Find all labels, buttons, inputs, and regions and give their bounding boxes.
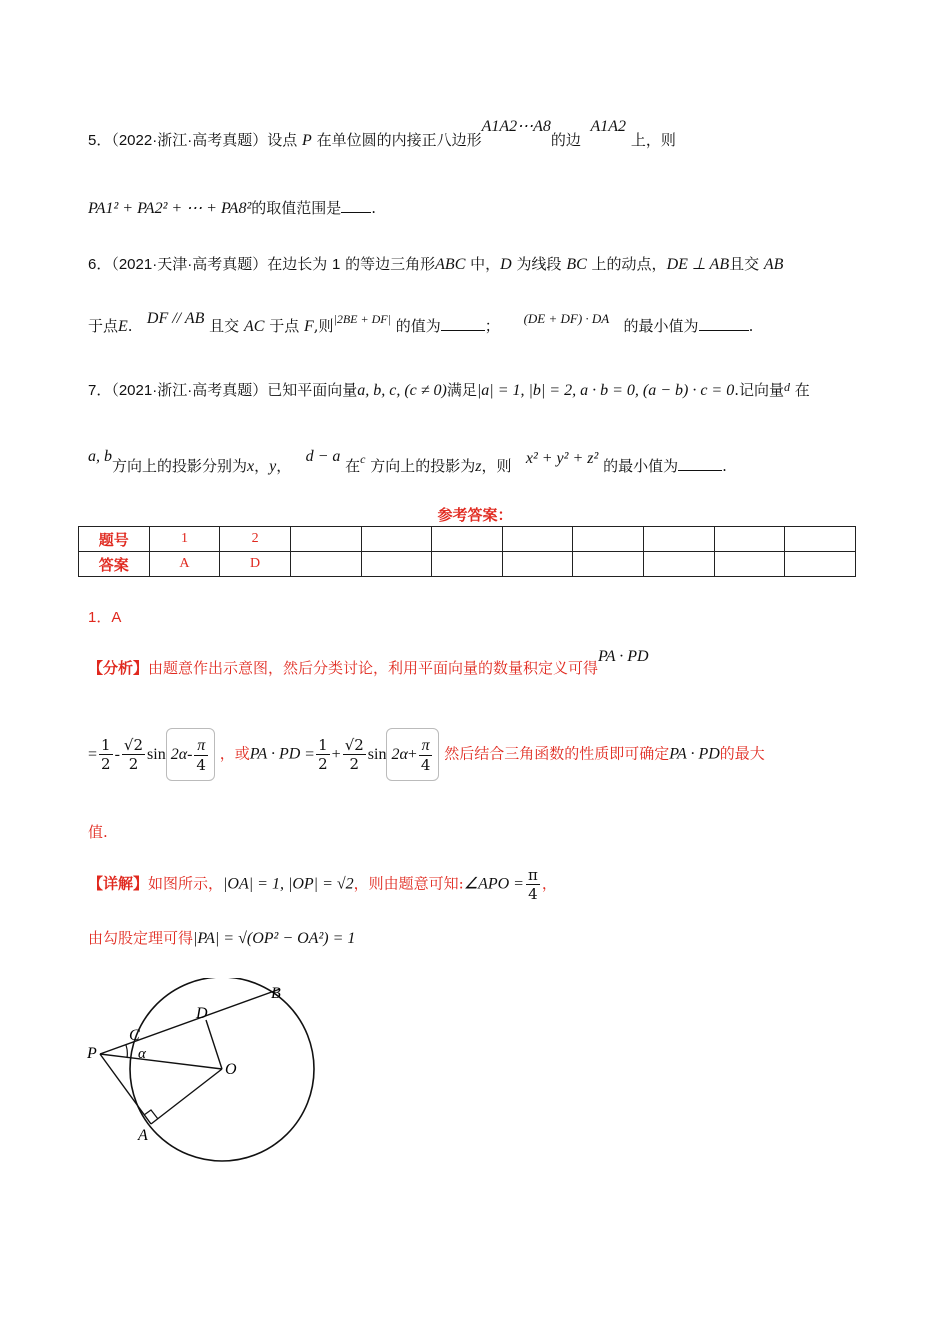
math-vector: DF // AB [146,310,205,327]
answer-key-table [78,526,856,577]
frac-num: √2 [344,736,364,754]
question-text: 设点 [267,131,298,149]
question-text: 的最小值为 [623,317,699,335]
row-label: 答案 [79,552,150,577]
label-C: C [129,1027,140,1044]
formula-1 [88,736,220,774]
question-5-line-2 [88,196,376,221]
table-cell [432,552,503,577]
question-7-line-1 [88,378,810,403]
math-var: E [118,318,128,335]
question-text: 于点 [269,317,300,335]
answer-blank[interactable] [699,314,749,331]
math-vector: DE ⊥ AB [666,256,730,273]
frac-den: 2 [101,755,111,773]
math-var: y [269,458,277,475]
punctuation: . [748,317,754,335]
math-func: sin [147,745,166,763]
punctuation: . [722,457,727,475]
frac-num: 1 [101,736,111,754]
math-var: d [784,380,791,394]
math-var: P [302,132,312,149]
frac-den: 2 [318,755,328,773]
fraction [122,736,145,773]
table-cell [714,552,785,577]
secant-PB [100,989,280,1054]
math-symbol: + [407,746,417,763]
fraction [343,736,366,773]
label-P: P [87,1045,97,1062]
question-number: 6． [88,256,112,273]
question-text: 的等边三角形 [345,255,436,273]
detail-line [88,866,557,903]
pythagoras-text: 由勾股定理可得 [88,929,194,947]
detail-text: ，则由题意可知: [353,874,464,893]
punctuation: . [127,317,133,335]
question-7-line-2 [88,448,727,479]
paren-group [166,728,215,781]
solution-header: 1．A [88,609,122,626]
math-var: c [360,452,366,466]
frac-den: 2 [349,755,360,773]
fraction [99,736,113,773]
math-expression: x² + y² + z² [525,450,599,467]
paren-group [386,728,439,781]
math-dot-product: PA · PD [249,745,301,763]
label-A: A [138,1127,148,1144]
question-text: 的取值范围是 [251,199,342,217]
math-symbol: + [331,745,341,763]
math-vector: d − a [305,448,341,465]
detail-tag: 【详解】 [88,874,149,893]
math-symbol: = [305,745,315,763]
question-text: 已知平面向量 [267,381,358,399]
answer-blank[interactable] [678,454,722,471]
table-cell [644,552,715,577]
table-cell [644,527,715,552]
tangent-PA [100,1054,151,1124]
table-cell [785,552,856,577]
segment-OD [206,1020,222,1069]
punctuation: ； [484,317,500,335]
math-abs-vector: |2BE + DF| [333,312,391,326]
math-symbol: - [187,746,193,763]
frac-den: 2 [128,755,139,773]
math-var: F [303,318,314,335]
question-number: 7． [88,382,112,399]
table-cell [361,552,432,577]
table-row [79,552,856,577]
then-text: 然后结合三角函数的性质即可确定 [444,744,670,763]
frac-den: 4 [196,755,206,774]
segment-PO [100,1054,222,1069]
table-cell: 1 [149,527,220,552]
question-text: 方向上的投影分别为 [112,457,248,475]
math-var: 2α [391,746,408,763]
question-source: （2021·天津·高考真题） [111,256,268,273]
table-cell: 2 [220,527,291,552]
table-cell [714,527,785,552]
table-cell [573,552,644,577]
table-cell [502,527,573,552]
table-cell: A [149,552,220,577]
question-text: 中， [470,255,501,273]
math-edge: A1A2 [590,118,627,135]
math-vectors: a, b, c, (c ≠ 0) [357,382,447,399]
math-var: z [475,458,482,475]
row-label: 题号 [79,527,150,552]
table-cell [361,527,432,552]
math-polygon: A1A2⋯A8 [481,118,551,135]
math-dot-product: PA · PD [598,648,649,665]
max-text: 的最大 [719,744,765,763]
math-magnitudes: |OA| = 1, |OP| = √2 [223,875,354,893]
math-conditions: |a| = 1, |b| = 2, a · b = 0, (a − b) · c = 0 [476,382,735,399]
math-func: sin [367,745,387,763]
label-O: O [225,1061,237,1078]
question-text: 在单位圆的内接正八边形 [316,131,482,149]
math-dot-product: (DE + DF) · DA [523,311,610,326]
question-text: .记向量 [734,381,785,399]
question-text: 方向上的投影为 [370,457,476,475]
question-text: ，则 [481,457,512,475]
question-6-line-1 [88,252,783,277]
fraction [526,866,540,903]
math-var: ABC [435,256,466,273]
fraction [194,737,208,774]
answer-blank[interactable] [341,196,371,213]
label-D: D [196,1005,208,1022]
or-text: ，或 [219,744,250,763]
question-source: （2021·浙江·高考真题） [111,382,268,399]
frac-num: π [194,737,208,756]
pythagoras-line [88,926,355,951]
question-text: 于点 [88,317,119,335]
label-alpha: α [138,1046,146,1062]
angle-arc [126,1045,127,1058]
math-symbol: = [88,745,98,763]
question-text: 的值为 [395,317,441,335]
table-cell: D [220,552,291,577]
analysis-text: 由题意作出示意图，然后分类讨论，利用平面向量的数量积定义可得 [148,659,599,677]
value-line: 值. [88,823,108,841]
punctuation: ， [541,874,557,893]
punctuation: ， [276,457,292,475]
frac-num: 1 [318,736,328,754]
question-text: ,则 [313,317,334,335]
answer-blank[interactable] [441,314,485,331]
math-vectors: a, b [88,448,112,465]
frac-num: π [527,866,538,884]
analysis-tag: 【分析】 [88,659,149,677]
label-B: B [271,985,281,1002]
table-cell [502,552,573,577]
question-5-line-1 [88,118,676,153]
math-var: 2α [170,746,188,763]
question-text: 上的动点， [591,255,667,273]
punctuation: ， [254,457,270,475]
math-var: BC [566,256,587,273]
math-dot-product: PA · PD [669,745,720,763]
math-var: D [500,256,512,273]
math-var: AC [243,318,265,335]
question-text: 为线段 [516,255,562,273]
question-6-line-2 [88,310,754,339]
math-var: x [247,458,255,475]
math-expression: PA1² + PA2² + ⋯ + PA8² [88,200,252,217]
question-source: （2022·浙江·高考真题） [111,132,268,149]
question-text: 的边 [550,131,581,149]
question-text: 且交 [209,317,240,335]
frac-den: 4 [528,885,538,903]
detail-text: 如图所示， [148,874,224,893]
frac-num: √2 [123,736,144,754]
table-row [79,527,856,552]
math-var: AB [763,256,784,273]
formula-2 [305,736,444,774]
question-text: 上，则 [630,131,676,149]
analysis-formula-line [88,728,765,781]
table-cell [290,552,361,577]
question-number: 5． [88,132,112,149]
table-cell [290,527,361,552]
question-text: 在边长为 [267,255,328,273]
question-text: 且交 [729,255,760,273]
answer-key-title: 参考答案： [437,507,513,524]
frac-num: π [419,737,433,756]
frac-den: 4 [420,755,431,774]
table-cell [573,527,644,552]
geometry-figure [80,978,330,1170]
math-angle: ∠APO = [463,875,524,893]
segment-OA [151,1069,222,1124]
table-cell [432,527,503,552]
question-text: 在 [345,457,361,475]
analysis-line [88,648,649,681]
fraction [316,736,330,773]
question-text: 满足 [446,381,477,399]
punctuation: . [371,199,377,217]
fraction [419,737,433,774]
table-cell [785,527,856,552]
question-text: 在 [794,381,810,399]
math-pa-length: |PA| = √(OP² − OA²) = 1 [193,930,356,947]
math-symbol: - [114,745,120,763]
question-text: 的最小值为 [603,457,679,475]
math-number: 1 [332,256,341,273]
